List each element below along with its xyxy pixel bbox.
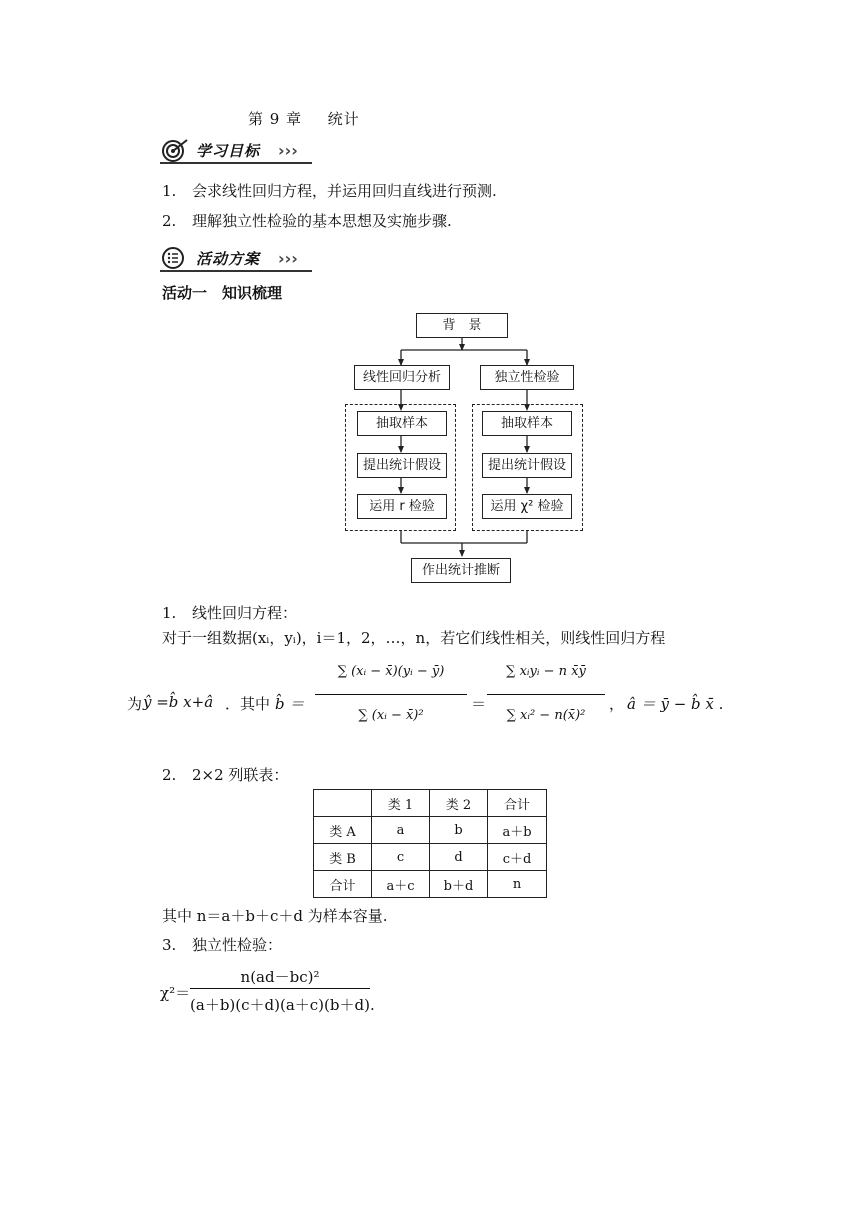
chevron-right-icon: ››› — [278, 141, 298, 160]
regression-formula: 为 ŷ =b̂ x+â ．其中 b̂ ＝ ∑ (xᵢ − x̄)(yᵢ − ȳ) ∑ (xᵢ − x̄)² ＝ ∑ xᵢyᵢ − n x̄ȳ ∑ xᵢ² − n(x̄)² ， â ＝ ȳ − b̂ x̄ . — [127, 664, 724, 723]
goals-banner — [160, 138, 320, 164]
activity-title: 活动一 知识梳理 — [162, 284, 283, 302]
table-row: 类 A a b a＋b — [314, 817, 547, 844]
goal-item: 2. 理解独立性检验的基本思想及实施步骤. — [162, 212, 452, 230]
chi-denominator: (a＋b)(c＋d)(a＋c)(b＋d) — [190, 996, 370, 1014]
flowchart-node-independence: 独立性检验 — [480, 365, 574, 390]
fraction-2-denominator: ∑ xᵢ² − n(x̄)² — [506, 708, 586, 723]
table-row: 类 B c d c＋d — [314, 844, 547, 871]
banner-underline — [160, 270, 312, 272]
flowchart-node-sample: 抽取样本 — [357, 411, 447, 436]
table-row: 合计 a＋c b＋d n — [314, 871, 547, 898]
fraction-bar — [315, 694, 467, 695]
activities-banner — [160, 246, 320, 272]
chi-numerator: n(ad－bc)² — [240, 968, 320, 986]
fraction-bar — [487, 694, 605, 695]
section3-heading: 3. 独立性检验： — [162, 936, 283, 954]
section2-heading: 2. 2×2 列联表： — [162, 766, 289, 784]
target-icon — [160, 138, 190, 162]
goals-banner-title: 学习目标 — [196, 142, 261, 160]
chi-square-formula: χ²＝ n(ad－bc)² (a＋b)(c＋d)(a＋c)(b＋d) . — [160, 968, 375, 1014]
goal-item: 1. 会求线性回归方程，并运用回归直线进行预测. — [162, 182, 497, 200]
contingency-table — [313, 789, 547, 898]
regression-equation: ŷ =b̂ x+â — [143, 693, 214, 711]
fraction-1-numerator: ∑ (xᵢ − x̄)(yᵢ − ȳ) — [337, 664, 445, 679]
flowchart-node-hypothesis: 提出统计假设 — [357, 453, 447, 478]
intercept-formula: â ＝ ȳ − b̂ x̄ . — [627, 695, 724, 713]
chapter-header — [248, 108, 360, 129]
chapter-title: 统计 — [327, 110, 360, 128]
section1-heading: 1. 线性回归方程： — [162, 604, 298, 622]
table-row: 类 1 类 2 合计 — [314, 790, 547, 817]
fraction-2-numerator: ∑ xᵢyᵢ − n x̄ȳ — [506, 664, 586, 679]
chevron-right-icon: ››› — [278, 249, 298, 268]
banner-underline — [160, 162, 312, 164]
activities-banner-title: 活动方案 — [196, 250, 261, 268]
flowchart-node-sample: 抽取样本 — [482, 411, 572, 436]
table-note: 其中 n＝a＋b＋c＋d 为样本容量. — [162, 907, 388, 925]
flowchart-node-background: 背 景 — [416, 313, 508, 338]
flowchart-node-inference: 作出统计推断 — [411, 558, 511, 583]
chapter-number: 第 9 章 — [248, 110, 303, 128]
section1-intro: 对于一组数据(xᵢ，yᵢ)，i＝1，2，…，n，若它们线性相关，则线性回归方程 — [162, 629, 666, 647]
flowchart-node-regression: 线性回归分析 — [354, 365, 450, 390]
flowchart-node-chi-test: 运用 χ² 检验 — [482, 494, 572, 519]
fraction-1-denominator: ∑ (xᵢ − x̄)² — [358, 708, 424, 723]
flowchart-node-r-test: 运用 r 检验 — [357, 494, 447, 519]
list-icon — [160, 246, 190, 270]
flowchart-node-hypothesis: 提出统计假设 — [482, 453, 572, 478]
fraction-bar — [190, 988, 370, 989]
